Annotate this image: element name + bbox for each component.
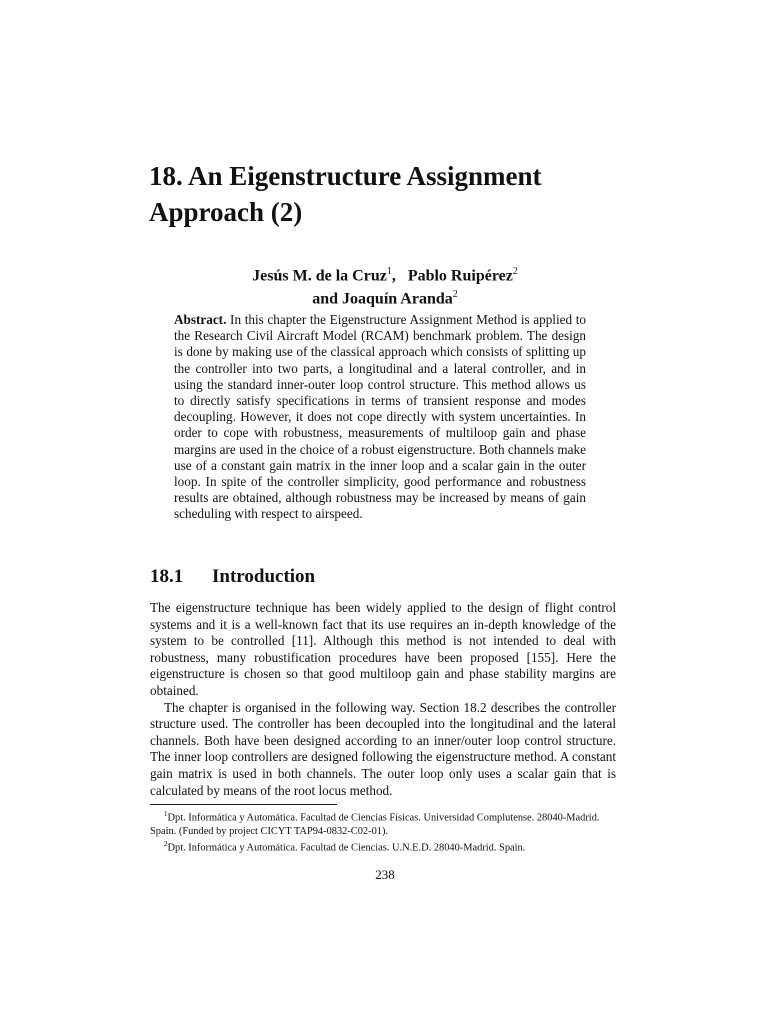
author-name: and Joaquín Aranda [312,290,453,308]
page-number: 238 [375,867,395,882]
footnote-mark: 2 [164,839,168,848]
section-heading [150,566,600,588]
paragraph: The eigenstructure technique has been widely applied to the design of flight control systems and it is a well-known fact that its use requires an in-depth knowledge of the system to be controlled [11]. Although this method is not intended to deal with robustness, many robustification procedures have been proposed [155]. Here the eigenstructure is chosen so that good multiloop gain and phase stability margins are obtained. [150,600,616,698]
author-separator: , [391,267,396,285]
chapter-title-line-2: Approach (2) [149,197,303,227]
paragraph: The chapter is organised in the following way. Section 18.2 describes the controller structure used. The controller has been decoupled into the longitudinal and the lateral channels. Both have been designed according to an inner/outer loop control structure. The inner loop controllers are designed following the eigenstructure method. A constant gain matrix is used in both channels. The outer loop only uses a scalar gain that is calculated by means of the root locus method. [150,699,616,798]
footnote-rule [150,804,337,805]
section-title: Introduction [212,566,316,587]
author-affiliation-mark: 2 [452,289,458,301]
abstract-label: Abstract. [174,312,227,327]
body-text [150,600,616,799]
abstract [174,312,586,523]
footnotes [150,808,616,855]
footnote [150,838,616,855]
chapter-title-line-1: 18. An Eigenstructure Assignment [149,161,542,191]
author-list [150,262,620,309]
chapter-title [149,158,619,230]
section-number: 18.1 [150,566,184,587]
footnote [150,808,616,838]
footnote-mark: 1 [164,810,168,818]
author-name: Pablo Ruipérez [407,267,513,285]
author-affiliation-mark: 1 [386,266,392,277]
author-affiliation-mark: 2 [512,266,518,277]
author-name: Jesús M. de la Cruz [252,267,387,285]
abstract-text: In this chapter the Eigenstructure Assignment Method is applied to the Research Civil Aircraft Model (RCAM) benchmark problem. The design is done by making use of the classical approach which consists of splitting up the controller into two parts, a longitudinal and a lateral controller, and in using the standard inner-outer loop control structure. This method allows us to directly satisfy specifications in terms of transient response and modes decoupling. However, it does not cope directly with system uncertainties. In order to cope with robustness, measurements of multiloop gain and phase margins are used in the choice of a robust eigenstructure. Both channels make use of a constant gain matrix in the inner loop and a scalar gain in the outer loop. In spite of the controller simplicity, good performance and robustness results are obtained, although robustness may be increased by means of gain scheduling with respect to airspeed. [174,312,587,522]
footnote-text: Dpt. Informática y Automática. Facultad de Ciencias Físicas. Universidad Complutense. 28040-Madrid. Spain. (Funded by project CICYT TAP94-0832-C02-01). [150,812,600,837]
footnote-text: Dpt. Informática y Automática. Facultad de Ciencias. U.N.E.D. 28040-Madrid. Spain. [167,842,526,854]
